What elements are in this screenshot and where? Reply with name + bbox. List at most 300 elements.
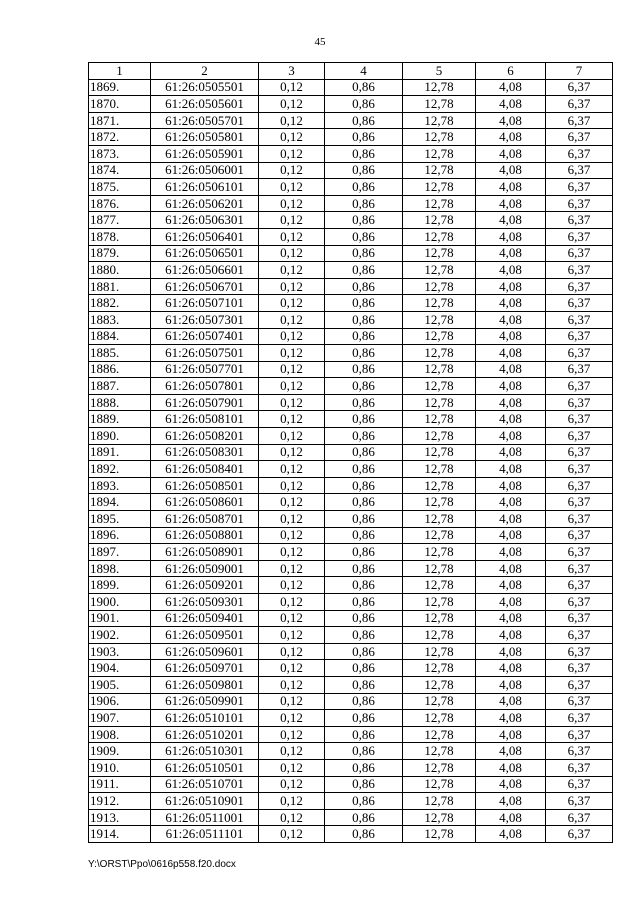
table-cell: 61:26:0509801 bbox=[151, 676, 259, 693]
table-cell: 0,12 bbox=[259, 411, 325, 428]
table-cell: 1899. bbox=[89, 577, 151, 594]
table-cell: 6,37 bbox=[546, 145, 613, 162]
table-cell: 0,86 bbox=[325, 162, 403, 179]
table-cell: 1911. bbox=[89, 776, 151, 793]
table-cell: 1895. bbox=[89, 511, 151, 528]
table-row bbox=[89, 195, 613, 212]
table-cell: 61:26:0507701 bbox=[151, 361, 259, 378]
table-cell: 6,37 bbox=[546, 278, 613, 295]
table-row bbox=[89, 378, 613, 395]
column-header: 1 bbox=[89, 63, 151, 80]
table-row bbox=[89, 494, 613, 511]
table-cell: 6,37 bbox=[546, 826, 613, 843]
table-cell: 6,37 bbox=[546, 162, 613, 179]
table-row bbox=[89, 643, 613, 660]
table-cell: 61:26:0506301 bbox=[151, 212, 259, 229]
table-cell: 61:26:0506501 bbox=[151, 245, 259, 262]
table-cell: 0,12 bbox=[259, 428, 325, 445]
table-cell: 61:26:0506101 bbox=[151, 179, 259, 196]
table-cell: 6,37 bbox=[546, 594, 613, 611]
table-cell: 12,78 bbox=[403, 145, 476, 162]
table-row bbox=[89, 527, 613, 544]
table-cell: 61:26:0510201 bbox=[151, 726, 259, 743]
table-cell: 6,37 bbox=[546, 245, 613, 262]
table-cell: 0,86 bbox=[325, 544, 403, 561]
table-cell: 1887. bbox=[89, 378, 151, 395]
table-cell: 12,78 bbox=[403, 428, 476, 445]
table-cell: 4,08 bbox=[476, 428, 546, 445]
table-cell: 1904. bbox=[89, 660, 151, 677]
table-cell: 4,08 bbox=[476, 743, 546, 760]
table-cell: 1898. bbox=[89, 560, 151, 577]
table-cell: 0,86 bbox=[325, 577, 403, 594]
table-cell: 4,08 bbox=[476, 145, 546, 162]
table-cell: 4,08 bbox=[476, 444, 546, 461]
table-cell: 4,08 bbox=[476, 311, 546, 328]
table-cell: 0,86 bbox=[325, 809, 403, 826]
table-cell: 6,37 bbox=[546, 361, 613, 378]
table-cell: 0,86 bbox=[325, 262, 403, 279]
table-cell: 0,86 bbox=[325, 627, 403, 644]
table-row bbox=[89, 428, 613, 445]
column-header: 6 bbox=[476, 63, 546, 80]
table-row bbox=[89, 179, 613, 196]
table-cell: 4,08 bbox=[476, 212, 546, 229]
table-cell: 61:26:0508501 bbox=[151, 477, 259, 494]
table-cell: 61:26:0509601 bbox=[151, 643, 259, 660]
table-cell: 0,12 bbox=[259, 129, 325, 146]
table-cell: 6,37 bbox=[546, 112, 613, 129]
table-cell: 4,08 bbox=[476, 477, 546, 494]
table-cell: 12,78 bbox=[403, 726, 476, 743]
table-cell: 0,12 bbox=[259, 527, 325, 544]
table-cell: 0,86 bbox=[325, 726, 403, 743]
table-row bbox=[89, 311, 613, 328]
table-cell: 4,08 bbox=[476, 793, 546, 810]
table-cell: 61:26:0508901 bbox=[151, 544, 259, 561]
table-cell: 12,78 bbox=[403, 793, 476, 810]
table-cell: 1890. bbox=[89, 428, 151, 445]
table-cell: 1884. bbox=[89, 328, 151, 345]
table-cell: 1910. bbox=[89, 759, 151, 776]
table-cell: 1876. bbox=[89, 195, 151, 212]
table-cell: 0,86 bbox=[325, 311, 403, 328]
table-cell: 12,78 bbox=[403, 477, 476, 494]
table-cell: 0,86 bbox=[325, 477, 403, 494]
table-cell: 1893. bbox=[89, 477, 151, 494]
table-cell: 0,12 bbox=[259, 826, 325, 843]
table-cell: 0,86 bbox=[325, 112, 403, 129]
table-cell: 61:26:0507101 bbox=[151, 295, 259, 312]
table-cell: 61:26:0511101 bbox=[151, 826, 259, 843]
table-cell: 4,08 bbox=[476, 179, 546, 196]
table-row bbox=[89, 411, 613, 428]
table-cell: 0,12 bbox=[259, 511, 325, 528]
table-row bbox=[89, 776, 613, 793]
table-cell: 6,37 bbox=[546, 345, 613, 362]
table-row bbox=[89, 759, 613, 776]
table-cell: 0,12 bbox=[259, 444, 325, 461]
table-cell: 0,86 bbox=[325, 660, 403, 677]
table-cell: 61:26:0509401 bbox=[151, 610, 259, 627]
table-cell: 1896. bbox=[89, 527, 151, 544]
table-cell: 1900. bbox=[89, 594, 151, 611]
table-cell: 61:26:0507401 bbox=[151, 328, 259, 345]
table-cell: 0,12 bbox=[259, 361, 325, 378]
table-cell: 1872. bbox=[89, 129, 151, 146]
table-cell: 12,78 bbox=[403, 112, 476, 129]
table-cell: 1889. bbox=[89, 411, 151, 428]
table-row bbox=[89, 278, 613, 295]
table-cell: 12,78 bbox=[403, 129, 476, 146]
table-cell: 1902. bbox=[89, 627, 151, 644]
table-cell: 0,86 bbox=[325, 826, 403, 843]
table-cell: 12,78 bbox=[403, 560, 476, 577]
table-row bbox=[89, 295, 613, 312]
table-cell: 12,78 bbox=[403, 494, 476, 511]
table-cell: 0,86 bbox=[325, 643, 403, 660]
table-cell: 0,12 bbox=[259, 710, 325, 727]
table-cell: 12,78 bbox=[403, 809, 476, 826]
table-cell: 61:26:0505801 bbox=[151, 129, 259, 146]
table-row bbox=[89, 743, 613, 760]
table-row bbox=[89, 112, 613, 129]
table-row bbox=[89, 162, 613, 179]
table-cell: 12,78 bbox=[403, 195, 476, 212]
table-cell: 0,12 bbox=[259, 759, 325, 776]
table-cell: 61:26:0508201 bbox=[151, 428, 259, 445]
table-cell: 0,86 bbox=[325, 494, 403, 511]
table-cell: 4,08 bbox=[476, 676, 546, 693]
table-cell: 6,37 bbox=[546, 411, 613, 428]
table-body bbox=[89, 79, 613, 842]
table-cell: 61:26:0508101 bbox=[151, 411, 259, 428]
table-cell: 12,78 bbox=[403, 627, 476, 644]
table-cell: 0,12 bbox=[259, 793, 325, 810]
table-cell: 0,86 bbox=[325, 511, 403, 528]
table-cell: 1871. bbox=[89, 112, 151, 129]
table-cell: 12,78 bbox=[403, 295, 476, 312]
table-cell: 12,78 bbox=[403, 328, 476, 345]
table-cell: 1873. bbox=[89, 145, 151, 162]
table-cell: 61:26:0508801 bbox=[151, 527, 259, 544]
data-table bbox=[88, 62, 613, 843]
table-cell: 6,37 bbox=[546, 660, 613, 677]
table-cell: 0,12 bbox=[259, 228, 325, 245]
table-cell: 12,78 bbox=[403, 179, 476, 196]
table-cell: 1886. bbox=[89, 361, 151, 378]
table-cell: 1909. bbox=[89, 743, 151, 760]
table-cell: 4,08 bbox=[476, 643, 546, 660]
table-cell: 4,08 bbox=[476, 278, 546, 295]
table-row bbox=[89, 676, 613, 693]
table-cell: 0,86 bbox=[325, 594, 403, 611]
table-cell: 4,08 bbox=[476, 262, 546, 279]
table-cell: 4,08 bbox=[476, 627, 546, 644]
table-cell: 6,37 bbox=[546, 610, 613, 627]
table-cell: 61:26:0505901 bbox=[151, 145, 259, 162]
table-row bbox=[89, 511, 613, 528]
table-cell: 12,78 bbox=[403, 776, 476, 793]
table-cell: 61:26:0509301 bbox=[151, 594, 259, 611]
table-cell: 0,86 bbox=[325, 179, 403, 196]
table-cell: 12,78 bbox=[403, 361, 476, 378]
table-cell: 4,08 bbox=[476, 660, 546, 677]
table-cell: 1905. bbox=[89, 676, 151, 693]
table-cell: 6,37 bbox=[546, 394, 613, 411]
table-cell: 0,12 bbox=[259, 544, 325, 561]
table-cell: 61:26:0505601 bbox=[151, 96, 259, 113]
table-cell: 4,08 bbox=[476, 345, 546, 362]
table-cell: 61:26:0507301 bbox=[151, 311, 259, 328]
table-cell: 4,08 bbox=[476, 394, 546, 411]
table-cell: 1891. bbox=[89, 444, 151, 461]
table-cell: 1913. bbox=[89, 809, 151, 826]
table-cell: 6,37 bbox=[546, 378, 613, 395]
table-cell: 6,37 bbox=[546, 643, 613, 660]
table-cell: 0,86 bbox=[325, 361, 403, 378]
table-cell: 12,78 bbox=[403, 660, 476, 677]
table-cell: 12,78 bbox=[403, 710, 476, 727]
table-cell: 0,86 bbox=[325, 129, 403, 146]
table-row bbox=[89, 461, 613, 478]
table-cell: 1894. bbox=[89, 494, 151, 511]
table-cell: 12,78 bbox=[403, 610, 476, 627]
table-cell: 4,08 bbox=[476, 195, 546, 212]
table-cell: 0,86 bbox=[325, 527, 403, 544]
table-cell: 6,37 bbox=[546, 328, 613, 345]
table-cell: 6,37 bbox=[546, 527, 613, 544]
table-cell: 4,08 bbox=[476, 129, 546, 146]
table-cell: 0,86 bbox=[325, 793, 403, 810]
table-cell: 0,86 bbox=[325, 278, 403, 295]
table-cell: 0,86 bbox=[325, 79, 403, 96]
table-cell: 12,78 bbox=[403, 594, 476, 611]
table-cell: 1870. bbox=[89, 96, 151, 113]
table-cell: 1897. bbox=[89, 544, 151, 561]
table-cell: 0,12 bbox=[259, 162, 325, 179]
table-cell: 4,08 bbox=[476, 378, 546, 395]
column-header: 5 bbox=[403, 63, 476, 80]
table-cell: 12,78 bbox=[403, 577, 476, 594]
table-cell: 0,12 bbox=[259, 79, 325, 96]
table-cell: 6,37 bbox=[546, 79, 613, 96]
table-cell: 6,37 bbox=[546, 477, 613, 494]
table-cell: 0,12 bbox=[259, 295, 325, 312]
table-row bbox=[89, 544, 613, 561]
table-row bbox=[89, 145, 613, 162]
table-cell: 12,78 bbox=[403, 511, 476, 528]
table-cell: 6,37 bbox=[546, 195, 613, 212]
table-cell: 12,78 bbox=[403, 759, 476, 776]
table-cell: 0,86 bbox=[325, 428, 403, 445]
table-row bbox=[89, 793, 613, 810]
table-cell: 0,12 bbox=[259, 212, 325, 229]
table-cell: 0,86 bbox=[325, 759, 403, 776]
table-cell: 0,12 bbox=[259, 179, 325, 196]
table-cell: 1879. bbox=[89, 245, 151, 262]
table-cell: 6,37 bbox=[546, 428, 613, 445]
table-cell: 0,12 bbox=[259, 262, 325, 279]
table-cell: 12,78 bbox=[403, 693, 476, 710]
column-header: 2 bbox=[151, 63, 259, 80]
table-cell: 0,12 bbox=[259, 610, 325, 627]
table-cell: 0,12 bbox=[259, 594, 325, 611]
table-cell: 61:26:0508301 bbox=[151, 444, 259, 461]
table-cell: 61:26:0506601 bbox=[151, 262, 259, 279]
table-row bbox=[89, 262, 613, 279]
table-row bbox=[89, 809, 613, 826]
table-row bbox=[89, 660, 613, 677]
table-cell: 61:26:0510301 bbox=[151, 743, 259, 760]
table-cell: 6,37 bbox=[546, 710, 613, 727]
table-cell: 0,86 bbox=[325, 411, 403, 428]
table-cell: 4,08 bbox=[476, 577, 546, 594]
table-row bbox=[89, 228, 613, 245]
table-row bbox=[89, 79, 613, 96]
table-cell: 12,78 bbox=[403, 278, 476, 295]
table-cell: 6,37 bbox=[546, 693, 613, 710]
table-cell: 6,37 bbox=[546, 129, 613, 146]
table-cell: 0,12 bbox=[259, 809, 325, 826]
table-cell: 0,86 bbox=[325, 295, 403, 312]
table-cell: 0,12 bbox=[259, 477, 325, 494]
table-cell: 6,37 bbox=[546, 776, 613, 793]
table-cell: 0,12 bbox=[259, 96, 325, 113]
table-cell: 1901. bbox=[89, 610, 151, 627]
table-cell: 6,37 bbox=[546, 577, 613, 594]
table-row bbox=[89, 726, 613, 743]
table-row bbox=[89, 96, 613, 113]
table-cell: 6,37 bbox=[546, 311, 613, 328]
table-cell: 61:26:0506001 bbox=[151, 162, 259, 179]
table-cell: 1869. bbox=[89, 79, 151, 96]
table-cell: 4,08 bbox=[476, 594, 546, 611]
table-cell: 0,86 bbox=[325, 212, 403, 229]
table-row bbox=[89, 627, 613, 644]
table-cell: 0,12 bbox=[259, 726, 325, 743]
table-row bbox=[89, 328, 613, 345]
table-cell: 0,86 bbox=[325, 743, 403, 760]
table-cell: 6,37 bbox=[546, 759, 613, 776]
table-cell: 0,12 bbox=[259, 394, 325, 411]
table-cell: 4,08 bbox=[476, 112, 546, 129]
table-cell: 6,37 bbox=[546, 793, 613, 810]
table-cell: 12,78 bbox=[403, 826, 476, 843]
column-header: 3 bbox=[259, 63, 325, 80]
table-cell: 4,08 bbox=[476, 544, 546, 561]
table-cell: 4,08 bbox=[476, 826, 546, 843]
table-row bbox=[89, 610, 613, 627]
table-cell: 1874. bbox=[89, 162, 151, 179]
table-cell: 61:26:0505701 bbox=[151, 112, 259, 129]
table-cell: 0,12 bbox=[259, 776, 325, 793]
table-cell: 4,08 bbox=[476, 494, 546, 511]
table-cell: 0,86 bbox=[325, 195, 403, 212]
table-cell: 12,78 bbox=[403, 676, 476, 693]
table-row bbox=[89, 560, 613, 577]
table-cell: 0,86 bbox=[325, 710, 403, 727]
table-cell: 0,12 bbox=[259, 245, 325, 262]
table-cell: 4,08 bbox=[476, 461, 546, 478]
table-cell: 0,12 bbox=[259, 378, 325, 395]
table-cell: 0,12 bbox=[259, 627, 325, 644]
table-row bbox=[89, 394, 613, 411]
table-cell: 0,12 bbox=[259, 743, 325, 760]
column-header: 7 bbox=[546, 63, 613, 80]
table-cell: 6,37 bbox=[546, 494, 613, 511]
table-cell: 0,86 bbox=[325, 461, 403, 478]
table-cell: 12,78 bbox=[403, 311, 476, 328]
table-cell: 4,08 bbox=[476, 560, 546, 577]
table-cell: 4,08 bbox=[476, 228, 546, 245]
table-cell: 6,37 bbox=[546, 295, 613, 312]
table-cell: 1880. bbox=[89, 262, 151, 279]
table-cell: 61:26:0509701 bbox=[151, 660, 259, 677]
table-cell: 4,08 bbox=[476, 511, 546, 528]
table-cell: 0,12 bbox=[259, 278, 325, 295]
table-cell: 12,78 bbox=[403, 411, 476, 428]
table-cell: 1875. bbox=[89, 179, 151, 196]
table-cell: 61:26:0509501 bbox=[151, 627, 259, 644]
table-cell: 61:26:0510701 bbox=[151, 776, 259, 793]
table-cell: 12,78 bbox=[403, 394, 476, 411]
table-cell: 12,78 bbox=[403, 743, 476, 760]
table-row bbox=[89, 477, 613, 494]
table-cell: 0,86 bbox=[325, 345, 403, 362]
table-cell: 4,08 bbox=[476, 610, 546, 627]
table-cell: 12,78 bbox=[403, 262, 476, 279]
table-cell: 0,12 bbox=[259, 560, 325, 577]
table-cell: 61:26:0509201 bbox=[151, 577, 259, 594]
table-cell: 0,12 bbox=[259, 328, 325, 345]
table-cell: 4,08 bbox=[476, 776, 546, 793]
table-cell: 6,37 bbox=[546, 228, 613, 245]
table-cell: 0,12 bbox=[259, 195, 325, 212]
table-cell: 12,78 bbox=[403, 162, 476, 179]
table-cell: 12,78 bbox=[403, 228, 476, 245]
table-cell: 0,86 bbox=[325, 444, 403, 461]
table-cell: 6,37 bbox=[546, 560, 613, 577]
table-cell: 61:26:0508701 bbox=[151, 511, 259, 528]
table-cell: 6,37 bbox=[546, 212, 613, 229]
table-row bbox=[89, 444, 613, 461]
table-cell: 4,08 bbox=[476, 693, 546, 710]
table-cell: 4,08 bbox=[476, 726, 546, 743]
table-cell: 1903. bbox=[89, 643, 151, 660]
table-cell: 0,12 bbox=[259, 112, 325, 129]
table-cell: 12,78 bbox=[403, 527, 476, 544]
table-cell: 12,78 bbox=[403, 643, 476, 660]
table-cell: 6,37 bbox=[546, 511, 613, 528]
page-number: 45 bbox=[314, 36, 326, 48]
table-cell: 1907. bbox=[89, 710, 151, 727]
column-header: 4 bbox=[325, 63, 403, 80]
table-cell: 12,78 bbox=[403, 212, 476, 229]
table-cell: 61:26:0506201 bbox=[151, 195, 259, 212]
table-cell: 0,12 bbox=[259, 660, 325, 677]
table-cell: 4,08 bbox=[476, 759, 546, 776]
table-cell: 12,78 bbox=[403, 245, 476, 262]
table-cell: 0,86 bbox=[325, 560, 403, 577]
table-row bbox=[89, 361, 613, 378]
table-cell: 61:26:0510101 bbox=[151, 710, 259, 727]
table-cell: 61:26:0506701 bbox=[151, 278, 259, 295]
table-cell: 4,08 bbox=[476, 361, 546, 378]
table-cell: 0,12 bbox=[259, 693, 325, 710]
table-cell: 61:26:0507901 bbox=[151, 394, 259, 411]
table-cell: 0,86 bbox=[325, 776, 403, 793]
